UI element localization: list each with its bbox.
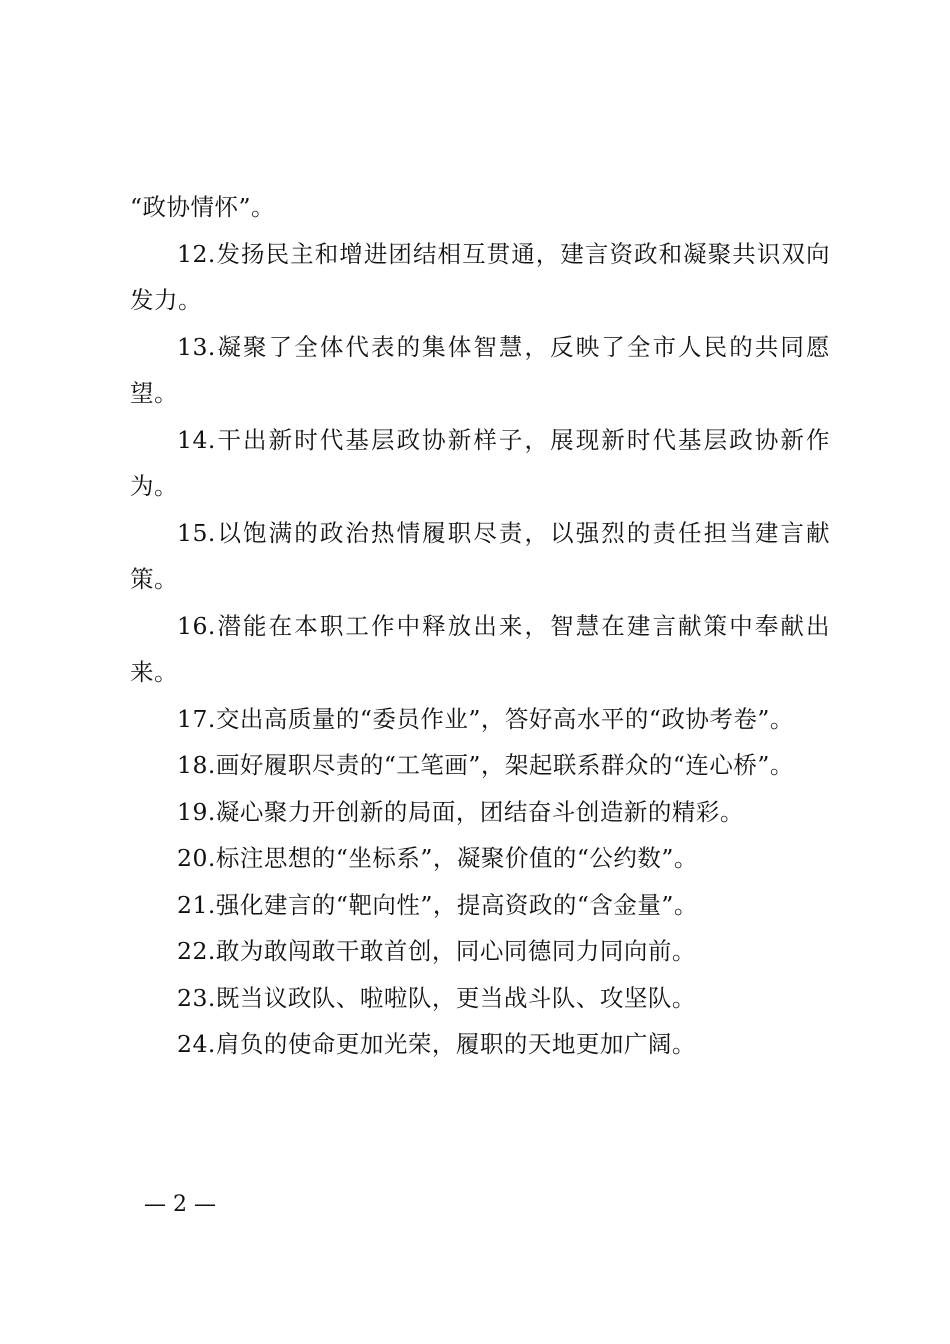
document-body — [130, 184, 830, 1068]
paragraph-item-14: 14.干出新时代基层政协新样子，展现新时代基层政协新作为。 — [130, 425, 830, 500]
paragraph-item-18: 18.画好履职尽责的“工笔画”，架起联系群众的“连心桥”。 — [177, 751, 794, 779]
paragraph-item-16: 16.潜能在本职工作中释放出来，智慧在建言献策中奉献出来。 — [130, 611, 830, 686]
paragraph-item-20: 20.标注思想的“坐标系”，凝聚价值的“公约数”。 — [177, 844, 698, 872]
paragraph-item-12: 12.发扬民主和增进团结相互贯通，建言资政和凝聚共识双向发力。 — [130, 239, 830, 314]
paragraph-item-17: 17.交出高质量的“委员作业”，答好高水平的“政协考卷”。 — [177, 704, 794, 733]
page-number: — 2 — — [144, 1192, 216, 1217]
paragraph-item-24: 24.肩负的使命更加光荣，履职的天地更加广阔。 — [177, 1030, 696, 1058]
paragraph-item-13: 13.凝聚了全体代表的集体智慧，反映了全市人民的共同愿望。 — [130, 332, 830, 407]
paragraph-item-22: 22.敢为敢闯敢干敢首创，同心同德同力同向前。 — [177, 937, 696, 965]
paragraph-item-15: 15.以饱满的政治热情履职尽责，以强烈的责任担当建言献策。 — [130, 518, 830, 593]
paragraph-item-23: 23.既当议政队、啦啦队，更当战斗队、攻坚队。 — [177, 983, 696, 1012]
paragraph-continuation: “政协情怀”。 — [130, 193, 276, 221]
paragraph-item-19: 19.凝心聚力开创新的局面，团结奋斗创造新的精彩。 — [177, 797, 744, 826]
paragraph-item-21: 21.强化建言的“靶向性”，提高资政的“含金量”。 — [177, 890, 698, 919]
